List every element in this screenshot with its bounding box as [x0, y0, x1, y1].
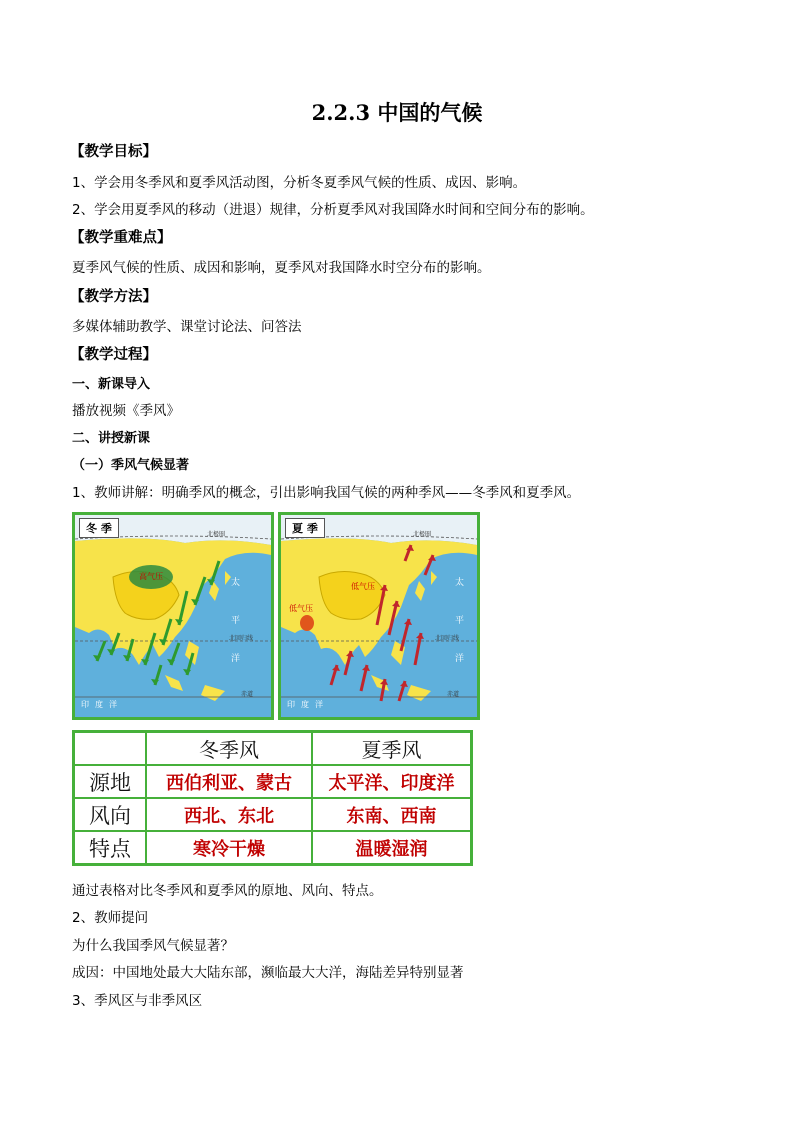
table-row	[74, 765, 472, 798]
subsection-1-heading: （一）季风气候显著	[72, 458, 190, 473]
tropic-label: 北回归线	[435, 635, 460, 642]
answer-text: 成因：中国地处最大大陆东部，濒临最大大洋，海陆差异特别显著	[72, 965, 464, 981]
process-heading: 【教学过程】	[70, 347, 157, 363]
arctic-circle-label: 北极圈	[207, 531, 226, 538]
pacific-label-3: 洋	[455, 654, 465, 664]
monsoon-maps	[72, 512, 480, 720]
row-label-feature: 特点	[74, 831, 147, 865]
methods-heading: 【教学方法】	[70, 289, 157, 305]
indian-label-1: 印	[287, 700, 301, 709]
summer-direction: 东南、西南	[312, 798, 472, 831]
methods-text: 多媒体辅助教学、课堂讨论法、问答法	[72, 319, 302, 335]
row-label-source: 源地	[74, 765, 147, 798]
low-pressure-label-2: 低气压	[289, 604, 313, 613]
indian-ocean-label	[81, 699, 123, 710]
indian-label-1: 印	[81, 700, 95, 709]
part-1-heading: 一、新课导入	[72, 377, 151, 392]
winter-feature: 寒冷干燥	[146, 831, 312, 865]
table-row	[74, 831, 472, 865]
summer-feature: 温暖湿润	[312, 831, 472, 865]
winter-monsoon-map	[72, 512, 274, 720]
key-points-heading: 【教学重难点】	[70, 230, 172, 246]
step-3-text: 3、季风区与非季风区	[72, 993, 203, 1009]
indian-label-3: 洋	[109, 700, 123, 709]
equator-label: 赤道	[447, 691, 460, 698]
pacific-label-2: 平	[231, 616, 241, 626]
table-row	[74, 798, 472, 831]
table-header-winter: 冬季风	[146, 732, 312, 766]
row-label-direction: 风向	[74, 798, 147, 831]
arctic-circle-label: 北极圈	[413, 531, 432, 538]
indian-label-3: 洋	[315, 700, 329, 709]
key-points-text: 夏季风气候的性质、成因和影响，夏季风对我国降水时空分布的影响。	[72, 260, 491, 276]
pacific-label-3: 洋	[231, 654, 241, 664]
winter-map-label: 冬 季	[79, 518, 119, 538]
winter-source: 西伯利亚、蒙古	[146, 765, 312, 798]
summer-monsoon-map	[278, 512, 480, 720]
equator-label: 赤道	[241, 691, 254, 698]
monsoon-comparison-table	[72, 730, 473, 866]
goal-2: 2、学会用夏季风的移动（进退）规律，分析夏季风对我国降水时间和空间分布的影响。	[72, 202, 594, 218]
goal-1: 1、学会用冬季风和夏季风活动图，分析冬夏季风气候的性质、成因、影响。	[72, 175, 527, 191]
low-pressure-label-1: 低气压	[351, 582, 375, 591]
summer-source: 太平洋、印度洋	[312, 765, 472, 798]
table-header-row	[74, 732, 472, 766]
after-table-text: 通过表格对比冬季风和夏季风的原地、风向、特点。	[72, 883, 383, 899]
goals-heading: 【教学目标】	[70, 144, 157, 160]
pacific-label-2: 平	[455, 616, 465, 626]
step-1-text: 1、教师讲解：明确季风的概念，引出影响我国气候的两种季风——冬季风和夏季风。	[72, 485, 581, 501]
indian-label-2: 度	[301, 700, 315, 709]
high-pressure-label: 高气压	[139, 572, 163, 581]
table-header-corner	[74, 732, 147, 766]
pacific-label-1: 太	[455, 578, 465, 588]
indian-label-2: 度	[95, 700, 109, 709]
winter-direction: 西北、东北	[146, 798, 312, 831]
tropic-label: 北回归线	[229, 635, 254, 642]
pacific-label-1: 太	[231, 578, 241, 588]
indian-ocean-label	[287, 699, 329, 710]
part-2-heading: 二、讲授新课	[72, 431, 151, 446]
summer-map-label: 夏 季	[285, 518, 325, 538]
page-title: 2.2.3 中国的气候	[311, 100, 483, 125]
table-header-summer: 夏季风	[312, 732, 472, 766]
step-2-text: 2、教师提问	[72, 910, 149, 926]
part-1-text: 播放视频《季风》	[72, 403, 180, 419]
question-text: 为什么我国季风气候显著？	[72, 938, 234, 954]
